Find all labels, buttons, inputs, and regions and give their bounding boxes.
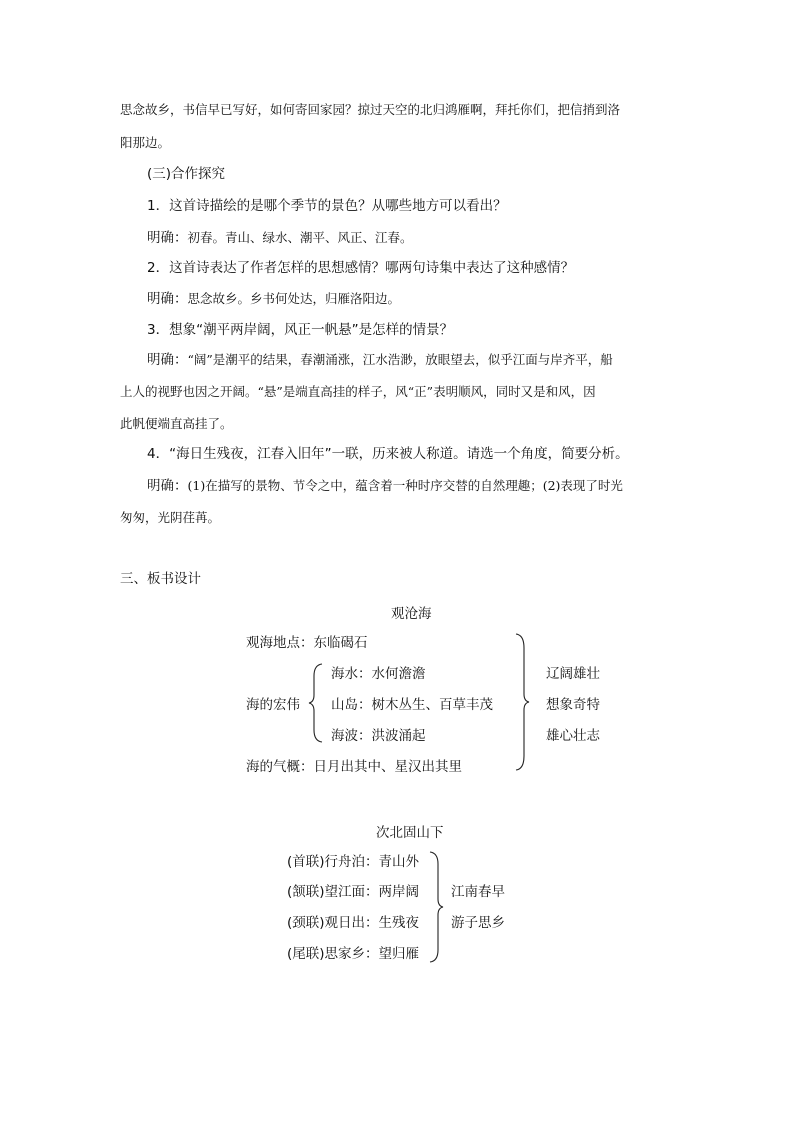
answer-2: [147, 289, 400, 309]
answer-label: 明确：: [147, 230, 188, 246]
answer-1: [147, 228, 413, 248]
poem2-couplet-3: (颈联)观日出：生残夜: [287, 915, 420, 931]
answer-label: 明确：: [147, 352, 188, 368]
right-brace: [514, 632, 530, 772]
answer-3-line-1: “阔”是潮平的结果，春潮涌涨，江水浩渺，放眼望去，似乎江面与岸齐平，船: [187, 352, 613, 367]
answer-3: [147, 350, 613, 370]
answer-3-line-3: 此帆便端直高挂了。: [120, 416, 233, 431]
poem2-couplet-4: (尾联)思家乡：望归雁: [287, 946, 420, 962]
answer-1-text: 初春。青山、绿水、潮平、风正、江春。: [187, 230, 413, 245]
poem1-spirit: 海的气概：日月出其中、星汉出其里: [246, 759, 462, 775]
answer-4-line-2: 匆匆，光阴荏苒。: [120, 510, 221, 525]
poem1-item-1: 海水：水何澹澹: [331, 666, 426, 682]
answer-2-text: 思念故乡。乡书何处达，归雁洛阳边。: [187, 291, 401, 306]
question-4: 4．“海日生残夜，江春入旧年”一联，历来被人称道。请选一个角度，简要分析。: [147, 446, 629, 462]
question-3: 3．想象“潮平两岸阔，风正一帆悬”是怎样的情景？: [147, 322, 454, 338]
answer-4: [147, 476, 623, 496]
poem1-grand-label: 海的宏伟: [246, 697, 300, 713]
poem2-title: 次北固山下: [376, 825, 444, 841]
intro-line-2: 阳那边。: [120, 135, 171, 150]
section-heading: (三)合作探究: [147, 166, 226, 182]
question-2: 2．这首诗表达了作者怎样的思想感情？哪两句诗集中表达了这种感情？: [147, 260, 575, 276]
intro-line-1: 思念故乡，书信早已写好，如何寄回家园？掠过天空的北归鸿雁啊，拜托你们，把信捎到洛: [120, 102, 621, 117]
question-1: 1．这首诗描绘的是哪个季节的景色？从哪些地方可以看出？: [147, 198, 507, 214]
answer-4-line-1: (1)在描写的景物、节令之中，蕴含着一种时序交替的自然理趣；(2)表现了时光: [187, 478, 623, 493]
left-brace: [308, 662, 324, 744]
poem2-theme-1: 江南春早: [451, 884, 505, 900]
answer-label: 明确：: [147, 478, 188, 494]
poem2-couplet-1: (首联)行舟泊：青山外: [287, 854, 420, 870]
poem1-item-2: 山岛：树木丛生、百草丰茂: [331, 697, 493, 713]
poem1-theme-1: 辽阔雄壮: [546, 666, 600, 682]
poem1-location: 观海地点：东临碣石: [246, 635, 368, 651]
poem1-item-3: 海波：洪波涌起: [331, 728, 426, 744]
poem1-theme-2: 想象奇特: [546, 697, 600, 713]
poem2-couplet-2: (颔联)望江面：两岸阔: [287, 884, 420, 900]
right-brace: [428, 850, 444, 964]
poem1-title: 观沧海: [391, 606, 432, 622]
board-heading: 三、板书设计: [120, 571, 201, 587]
poem2-theme-2: 游子思乡: [451, 915, 505, 931]
answer-3-line-2: 上人的视野也因之开阔。“悬”是端直高挂的样子，风“正”表明顺风，同时又是和风，因: [120, 384, 596, 399]
poem1-theme-3: 雄心壮志: [546, 728, 600, 744]
answer-label: 明确：: [147, 291, 188, 307]
